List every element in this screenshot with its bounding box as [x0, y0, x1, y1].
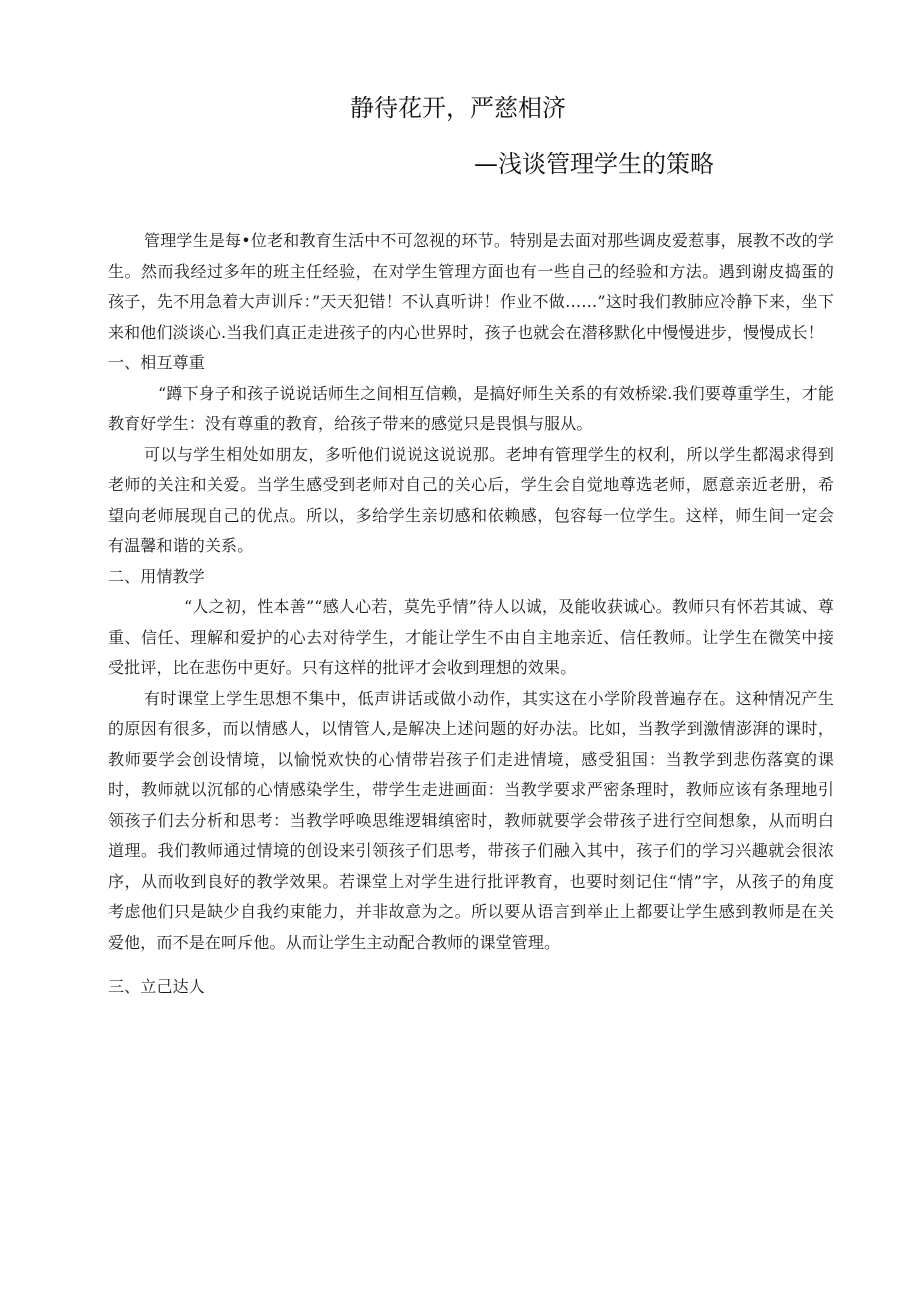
section-heading-respect: 一、相互尊重: [108, 353, 205, 372]
section-paragraph: “蹲下身子和孩子说说话师生之间相互信赖，是搞好师生关系的有效桥梁.我们要尊重学生，才能教育好学生：没有尊重的教育，给孩子带来的感觉只是畏惧与服从。: [108, 383, 834, 433]
section-paragraph: “人之初，性本善”“感人心若，莫先乎情”待人以诚，及能收获诚心。教师只有怀若其诚、尊重、信任、理解和爱护的心去对待学生，才能让学生不由自主地亲近、信任教师。让学生在微笑中接受批评，比在悲伤中更好。只有这样的批评才会收到理想的效果。: [108, 597, 834, 677]
intro-paragraph: 管理学生是每•位老和教育生活中不可忽视的环节。特别是去面对那些调皮爱惹事，展教不改的学生。然而我经过多年的班主任经验，在对学生管理方面也有一些自己的经验和方法。遇到谢皮捣蛋的孩子，先不用急着大声训斥：”天天犯错！不认真听讲！作业不做……”这时我们教肺应冷静下来，坐下来和他们淡谈心.当我们真正走进孩子的内心世界时，孩子也就会在潜移默化中慢慢进步，慢慢成长！: [108, 231, 834, 342]
section-paragraph: 有时课堂上学生思想不集中，低声讲话或做小动作，其实这在小学阶段普遍存在。这种情况产生的原因有很多，而以情感人，以情管人,是解决上述问题的好办法。比如，当教学到激情澎湃的课时，教师要学会创设情境，以愉悦欢快的心情带岩孩子们走进情境，感受狙国：当教学到悲伤落寞的课时，教师就以沉郁的心情感染学生，带学生走进画面：当教学要求严密条理时，教师应该有条理地引领孩子们去分析和思考：当教学呼唤思维逻辑缜密时，教师就要学会带孩子进行空间想象，从而明白道理。我们教师通过情境的创设来引领孩子们思考，带孩子们融入其中，孩子们的学习兴趣就会很浓序，从而收到良好的教学效果。若课堂上对学生进行批评教育，也要时刻记住“情”字，从孩子的角度考虑他们只是缺少自我约束能力，并非故意为之。所以要从语言到举止上都要让学生感到教师是在关爱他，而不是在呵斥他。从而让学生主动配合教师的课堂管理。: [108, 688, 834, 952]
document-subtitle: —浅谈管理学生的策略: [474, 150, 714, 178]
document-title: 静待花开，严慈相济: [350, 94, 566, 122]
document-body: [108, 226, 834, 1003]
section-spacer: [108, 958, 834, 972]
section-paragraph: 可以与学生相处如朋友，多听他们说说这说说那。老坤有管理学生的权利，所以学生都渴求得到老师的关注和关爱。当学生感受到老师对自己的关心后，学生会自觉地尊选老师，愿意亲近老册，希望向老师展现自己的优点。所以，多给学生亲切感和依赖感，包容每一位学生。这样，师生间一定会有温馨和谐的关系。: [108, 444, 834, 555]
section-heading-self: 三、立己达人: [108, 977, 205, 996]
section-heading-emotion: 二、用情教学: [108, 566, 205, 586]
